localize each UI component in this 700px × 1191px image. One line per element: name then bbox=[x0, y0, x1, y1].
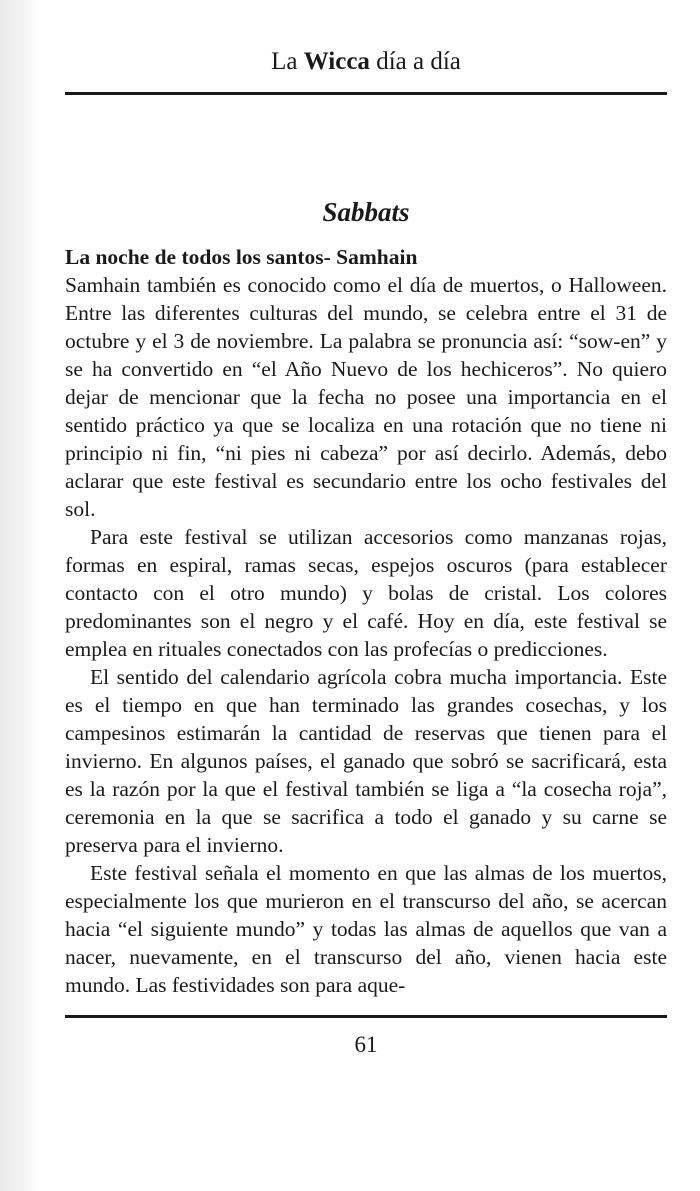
paragraph: El sentido del calendario agrícola cobra mucha importancia. Este es el tiempo en que han terminado las grandes cosechas, y los campesinos estimarán la cantidad de reservas que tienen para el invierno. En algunos países, el ganado que sobró se sacrificará, esta es la razón por la que el festival también se liga a “la cosecha roja”, ceremonia en la que se sacrifica a todo el ganado y su carne se preserva para el invierno. bbox=[65, 665, 667, 857]
section-title: Sabbats bbox=[322, 197, 410, 227]
header-prefix: La bbox=[271, 48, 298, 75]
paragraph: Para este festival se utilizan accesorios como manzanas rojas, formas en espiral, ramas secas, espejos oscuros (para establecer contacto con el otro mundo) y bolas de cristal. Los colores predominantes son el negro y el café. Hoy en día, este festival se emplea en rituales conectados con las profecías o predicciones. bbox=[65, 525, 667, 661]
page-number: 61 bbox=[354, 1032, 378, 1057]
running-header bbox=[65, 42, 667, 82]
header-suffix: día a día bbox=[376, 48, 461, 75]
body-text bbox=[65, 243, 667, 999]
page-gutter-shadow bbox=[0, 0, 42, 1191]
paragraph: Samhain también es conocido como el día de muertos, o Halloween. Entre las diferentes culturas del mundo, se celebra entre el 31 de octubre y el 3 de noviembre. La palabra se pronuncia así: “sow-en” y se ha convertido en “el Año Nuevo de los hechiceros”. No quiero dejar de mencionar que la fecha no posee una importancia en el sentido práctico ya que se localiza en una rotación que no tiene ni principio ni fin, “ni pies ni cabeza” por así decirlo. Además, debo aclarar que este festival es secundario entre los ocho festivales del sol. bbox=[65, 273, 667, 521]
footer-rule bbox=[65, 1015, 667, 1018]
header-rule bbox=[65, 92, 667, 95]
paragraph: Este festival señala el momento en que las almas de los muertos, especialmente los que murieron en el transcurso del año, se acercan hacia “el siguiente mundo” y todas las almas de aquellos que van a nacer, nuevamente, en el transcurso del año, vienen hacia este mundo. Las festividades son para aque- bbox=[65, 861, 667, 997]
header-bold-word: Wicca bbox=[303, 48, 370, 75]
subheading: La noche de todos los santos- Samhain bbox=[65, 245, 418, 269]
